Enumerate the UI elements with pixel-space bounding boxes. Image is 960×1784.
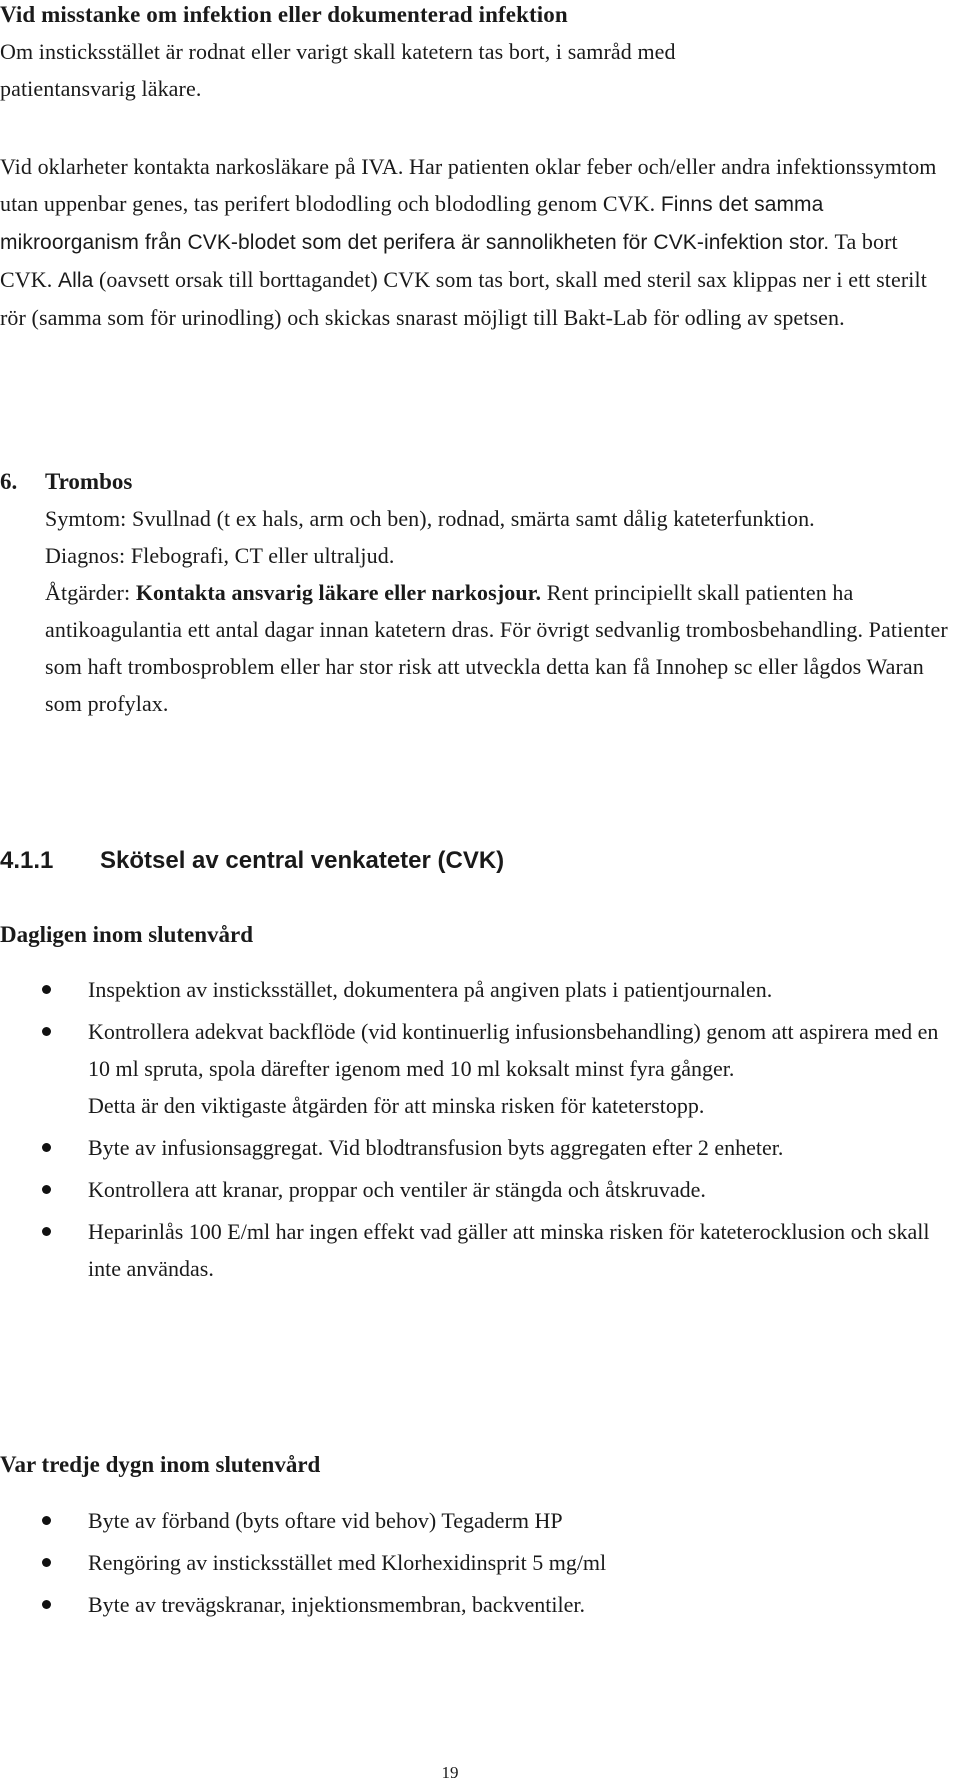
- bullet-icon: [42, 1143, 51, 1152]
- list-item: [0, 1544, 948, 1581]
- bullet-icon: [42, 985, 51, 994]
- para2-part-1: Vid oklarheter kontakta narkosläkare på IVA. Har patienten oklar feber och/eller andra infektionssymtom utan uppenbar genes, tas perifert blododling och blododling genom CVK.: [0, 154, 937, 216]
- list-item: [0, 1013, 948, 1124]
- list-item: [0, 1129, 948, 1166]
- daily-item-4: Kontrollera att kranar, proppar och ventiler är stängda och åtskruvade.: [88, 1177, 706, 1202]
- infection-line-2: patientansvarig läkare.: [0, 76, 202, 101]
- section-title: Skötsel av central venkateter (CVK): [100, 847, 505, 874]
- infection-paragraph-2: [0, 148, 948, 336]
- infection-paragraph-text: [0, 148, 948, 336]
- bullet-icon: [42, 1185, 51, 1194]
- daily-item-2-note: Detta är den viktigaste åtgärden för att minska risken för kateterstopp.: [88, 1093, 705, 1118]
- daily-heading: Dagligen inom slutenvård: [0, 922, 254, 947]
- third-day-list: [0, 1502, 948, 1623]
- list-item: [0, 1213, 948, 1287]
- actions-label: Åtgärder:: [45, 580, 131, 605]
- list-item: [0, 1502, 948, 1539]
- thrombosis-section: [0, 464, 948, 722]
- thrombosis-diagnosis: Diagnos: Flebografi, CT eller ultraljud.: [45, 543, 395, 568]
- daily-item-2: Kontrollera adekvat backflöde (vid kontinuerlig infusionsbehandling) genom att aspirera med en 10 ml spruta, spola därefter igenom med 10 ml koksalt minst fyra gånger.: [88, 1019, 939, 1081]
- daily-item-5: Heparinlås 100 E/ml har ingen effekt vad gäller att minska risken för kateterocklusion och skall inte användas.: [88, 1219, 930, 1281]
- actions-rest: Rent principiellt skall patienten ha antikoagulantia ett antal dagar innan katetern dras. För övrigt sedvanlig trombosbehandling. Patienter som haft trombosproblem eller har stor risk att utveckla detta kan få Innohep sc eller lågdos Waran som profylax.: [45, 580, 948, 716]
- thrombosis-title: Trombos: [45, 469, 133, 494]
- actions-bold: Kontakta ansvarig läkare eller narkosjour.: [135, 580, 542, 605]
- thrombosis-symptoms: Symtom: Svullnad (t ex hals, arm och ben), rodnad, smärta samt dålig kateterfunktion.: [45, 506, 815, 531]
- infection-line-1: Om insticksstället är rodnat eller varigt skall katetern tas bort, i samråd med: [0, 39, 676, 64]
- bullet-icon: [42, 1227, 51, 1236]
- daily-item-3: Byte av infusionsaggregat. Vid blodtransfusion byts aggregaten efter 2 enheter.: [88, 1135, 784, 1160]
- thrombosis-heading: [0, 464, 948, 500]
- list-item: [0, 1171, 948, 1208]
- daily-item-1: Inspektion av insticksstället, dokumentera på angiven plats i patientjournalen.: [88, 977, 773, 1002]
- infection-heading: Vid misstanke om infektion eller dokumenterad infektion: [0, 2, 568, 27]
- thrombosis-body: [45, 500, 948, 722]
- para2-part-5: (oavsett orsak till borttagandet) CVK som tas bort, skall med steril sax klippas ner i ett sterilt rör (samma som för urinodling) och skickas snarast möjligt till Bakt-Lab för odling av spetsen.: [0, 267, 927, 330]
- bullet-icon: [42, 1516, 51, 1525]
- bullet-icon: [42, 1600, 51, 1609]
- thrombosis-actions: [45, 574, 948, 722]
- third-day-item-2: Rengöring av insticksstället med Klorhexidinsprit 5 mg/ml: [88, 1550, 607, 1575]
- bullet-icon: [42, 1558, 51, 1567]
- third-day-heading: Var tredje dygn inom slutenvård: [0, 1452, 321, 1477]
- list-item: [0, 971, 948, 1008]
- thrombosis-number: 6.: [0, 469, 18, 494]
- section-number: 4.1.1: [0, 847, 54, 874]
- third-day-item-1: Byte av förband (byts oftare vid behov) Tegaderm HP: [88, 1508, 563, 1533]
- para2-part-2: Finns det samma mikroorganism från CVK-blodet som det perifera är sannolikheten för CVK-infektion stor.: [0, 193, 830, 254]
- page-number: 19: [441, 1763, 459, 1782]
- third-day-item-3: Byte av trevägskranar, injektionsmembran, backventiler.: [88, 1592, 586, 1617]
- list-item: [0, 1586, 948, 1623]
- infection-section: [0, 0, 948, 107]
- para2-part-3: Ta bort CVK.: [0, 229, 898, 292]
- para2-part-4: Alla: [57, 269, 94, 292]
- section-heading: [0, 843, 504, 879]
- bullet-icon: [42, 1027, 51, 1036]
- daily-list: [0, 971, 948, 1287]
